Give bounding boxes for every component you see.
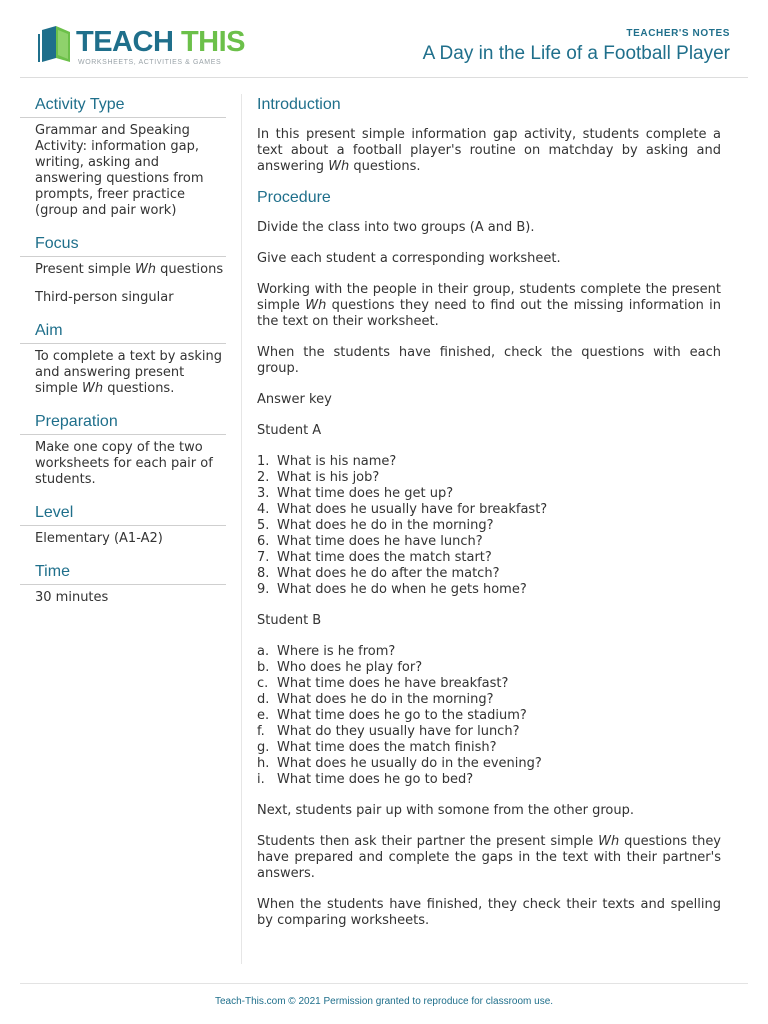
procedure-step: Divide the class into two groups (A and B). <box>257 220 535 235</box>
preparation-heading: Preparation <box>20 411 226 435</box>
procedure-step: Give each student a corresponding worksheet. <box>257 251 561 266</box>
preparation-text: Make one copy of the two worksheets for each pair of students. <box>35 440 213 487</box>
list-item: 6. What time does he have lunch? <box>257 534 483 549</box>
focus-item-present-simple: Present simple Wh questions <box>35 262 224 277</box>
procedure-step: Working with the people in their group, students complete the present simple Wh questions they need to find out the missing information in the text on their worksheet. <box>257 282 721 329</box>
aim-section <box>20 320 226 397</box>
list-item: b. Who does he play for? <box>257 660 423 675</box>
level-heading: Level <box>20 502 226 526</box>
student-a-label: Student A <box>257 423 322 438</box>
list-item: e. What time does he go to the stadium? <box>257 708 527 723</box>
level-text: Elementary (A1-A2) <box>35 531 163 546</box>
focus-item-third-person: Third-person singular <box>35 290 174 305</box>
student-a-question-list <box>257 454 721 598</box>
book-logo-icon <box>36 24 74 64</box>
list-item: 2. What is his job? <box>257 470 380 485</box>
introduction-text: In this present simple information gap activity, students complete a text about a football player's routine on matchday by asking and answering Wh questions. <box>257 127 721 174</box>
list-item: 8. What does he do after the match? <box>257 566 500 581</box>
list-item: 1. What is his name? <box>257 454 397 469</box>
preparation-section <box>20 411 226 488</box>
procedure-step: When the students have finished, check the questions with each group. <box>257 345 721 376</box>
focus-section <box>20 233 226 306</box>
aim-text: To complete a text by asking and answering present simple Wh questions. <box>35 349 223 396</box>
student-b-label: Student B <box>257 613 322 628</box>
list-item: 3. What time does he get up? <box>257 486 454 501</box>
list-item: f. What do they usually have for lunch? <box>257 724 520 739</box>
document-title: A Day in the Life of a Football Player <box>422 43 730 64</box>
list-item: 7. What time does the match start? <box>257 550 492 565</box>
student-b-question-list <box>257 644 721 788</box>
list-item: 4. What does he usually have for breakfast? <box>257 502 548 517</box>
list-item: g. What time does the match finish? <box>257 740 497 755</box>
list-item: 5. What does he do in the morning? <box>257 518 494 533</box>
focus-heading: Focus <box>20 233 226 257</box>
answer-key-label: Answer key <box>257 392 332 407</box>
introduction-heading: Introduction <box>257 96 341 113</box>
time-section <box>20 561 226 606</box>
list-item: i. What time does he go to bed? <box>257 772 474 787</box>
main-content <box>257 94 721 944</box>
procedure-step: Students then ask their partner the present simple Wh questions they have prepared and complete the gaps in the text with their partner's answers. <box>257 834 722 881</box>
activity-type-section <box>20 94 226 219</box>
logo-wordmark: TEACH THIS <box>76 26 246 58</box>
teach-this-logo <box>36 24 246 70</box>
list-item: 9. What does he do when he gets home? <box>257 582 527 597</box>
list-item: c. What time does he have breakfast? <box>257 676 509 691</box>
time-text: 30 minutes <box>35 590 109 605</box>
procedure-heading: Procedure <box>257 189 331 206</box>
list-item: h. What does he usually do in the evening? <box>257 756 542 771</box>
list-item: a. Where is he from? <box>257 644 396 659</box>
header-divider <box>20 77 748 78</box>
footer-divider <box>20 983 748 984</box>
footer-copyright: Teach-This.com © 2021 Permission granted to reproduce for classroom use. <box>214 996 554 1007</box>
time-heading: Time <box>20 561 226 585</box>
logo-tagline: WORKSHEETS, ACTIVITIES & GAMES <box>78 59 222 66</box>
level-section <box>20 502 226 547</box>
list-item: d. What does he do in the morning? <box>257 692 494 707</box>
procedure-step: When the students have finished, they check their texts and spelling by comparing worksheets. <box>257 897 721 928</box>
activity-type-heading: Activity Type <box>20 94 226 118</box>
activity-type-text: Grammar and Speaking Activity: information gap, writing, asking and answering questions from prompts, freer practice (group and pair work) <box>35 123 204 218</box>
sidebar <box>20 94 226 620</box>
aim-heading: Aim <box>20 320 226 344</box>
teachers-notes-label: TEACHER'S NOTES <box>626 28 730 39</box>
procedure-step: Next, students pair up with somone from the other group. <box>257 803 635 818</box>
column-divider <box>241 94 242 964</box>
